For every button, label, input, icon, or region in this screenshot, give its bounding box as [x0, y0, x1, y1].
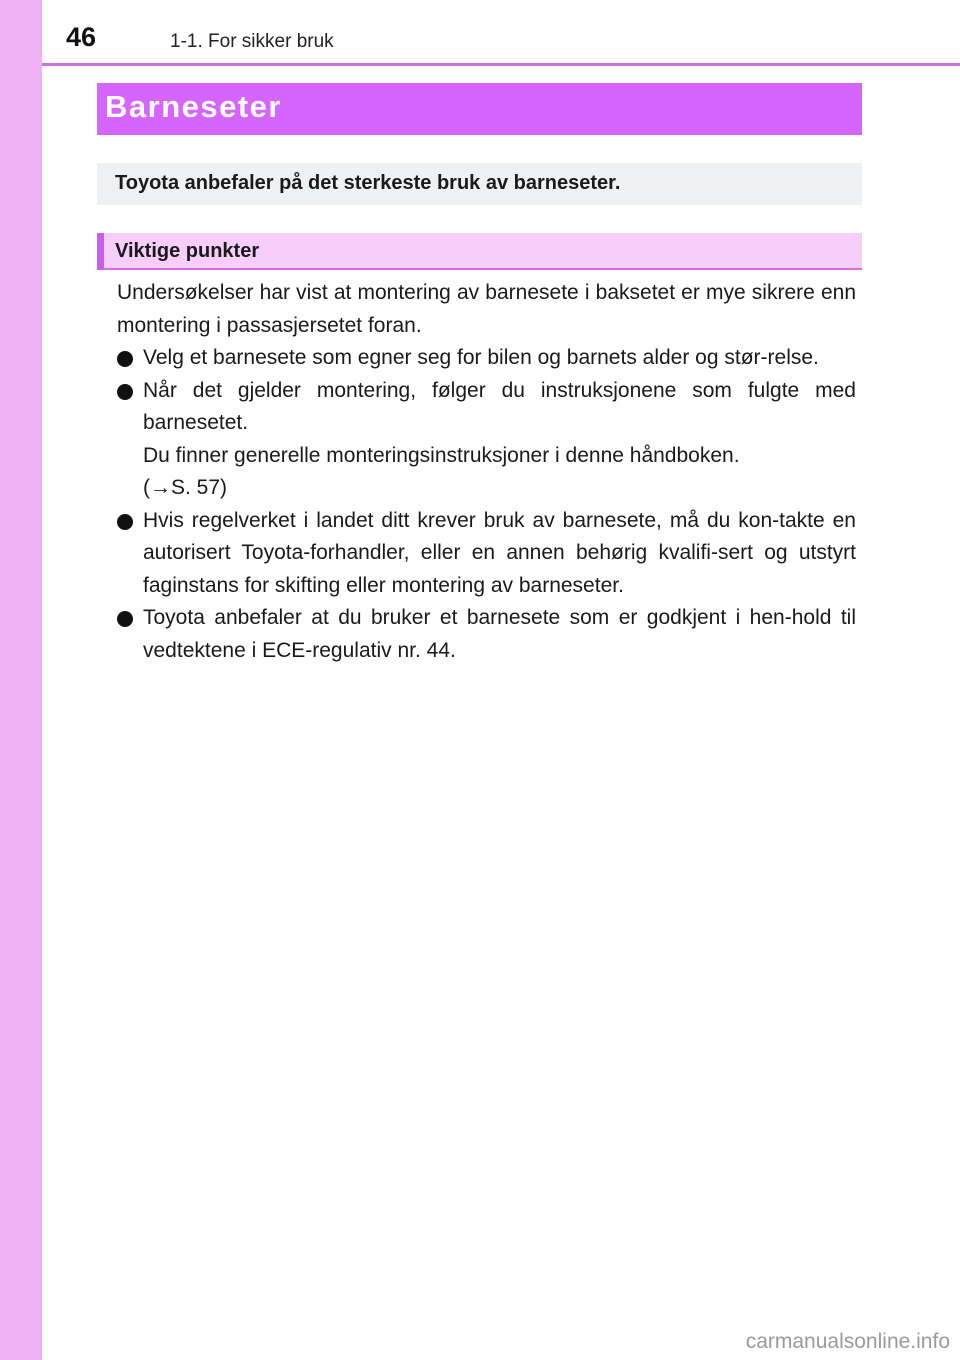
bullet-dot-icon	[117, 351, 133, 367]
bullet-item	[117, 602, 856, 667]
bullet-item	[117, 342, 856, 375]
bullet-text: Du finner generelle monteringsinstruksjoner i denne håndboken.	[143, 443, 740, 467]
intro-paragraph: Undersøkelser har vist at montering av barnesete i baksetet er mye sikrere enn montering i passasjersetet foran.	[117, 281, 856, 337]
subheading-bar	[97, 233, 862, 270]
bullet-item	[117, 375, 856, 505]
intro-box	[97, 163, 862, 205]
bullet-text: Når det gjelder montering, følger du instruksjonene som fulgte med barnesetet.	[143, 378, 856, 434]
bullet-dot-icon	[117, 611, 133, 627]
bullet-item	[117, 505, 856, 603]
subheading-accent	[97, 233, 104, 270]
side-color-strip	[0, 0, 42, 1360]
bullet-text: Toyota anbefaler at du bruker et barnesete som er godkjent i hen-hold til vedtektene i ECE-regulativ nr. 44.	[143, 606, 856, 662]
intro-text: Toyota anbefaler på det sterkeste bruk av barneseter.	[115, 172, 621, 194]
page-number: 46	[66, 22, 97, 52]
body-text	[117, 277, 856, 667]
bullet-dot-icon	[117, 514, 133, 530]
page-reference: (→S. 57)	[143, 476, 228, 499]
bullet-dot-icon	[117, 384, 133, 400]
subheading-text: Viktige punkter	[115, 240, 260, 262]
watermark-text: carmanualsonline.info	[745, 1330, 950, 1353]
bullet-text: Velg et barnesete som egner seg for bilen og barnets alder og stør-relse.	[143, 346, 819, 369]
header-rule	[42, 63, 960, 66]
section-title-banner	[97, 83, 862, 135]
running-head: 1-1. For sikker bruk	[170, 31, 334, 52]
section-title: Barneseter	[105, 89, 282, 124]
bullet-text: Hvis regelverket i landet ditt krever bruk av barnesete, må du kon-takte en autorisert Toyota-forhandler, eller en annen behørig kvalifi-sert og utstyrt faginstans for skifting eller montering av barneseter.	[143, 508, 856, 597]
